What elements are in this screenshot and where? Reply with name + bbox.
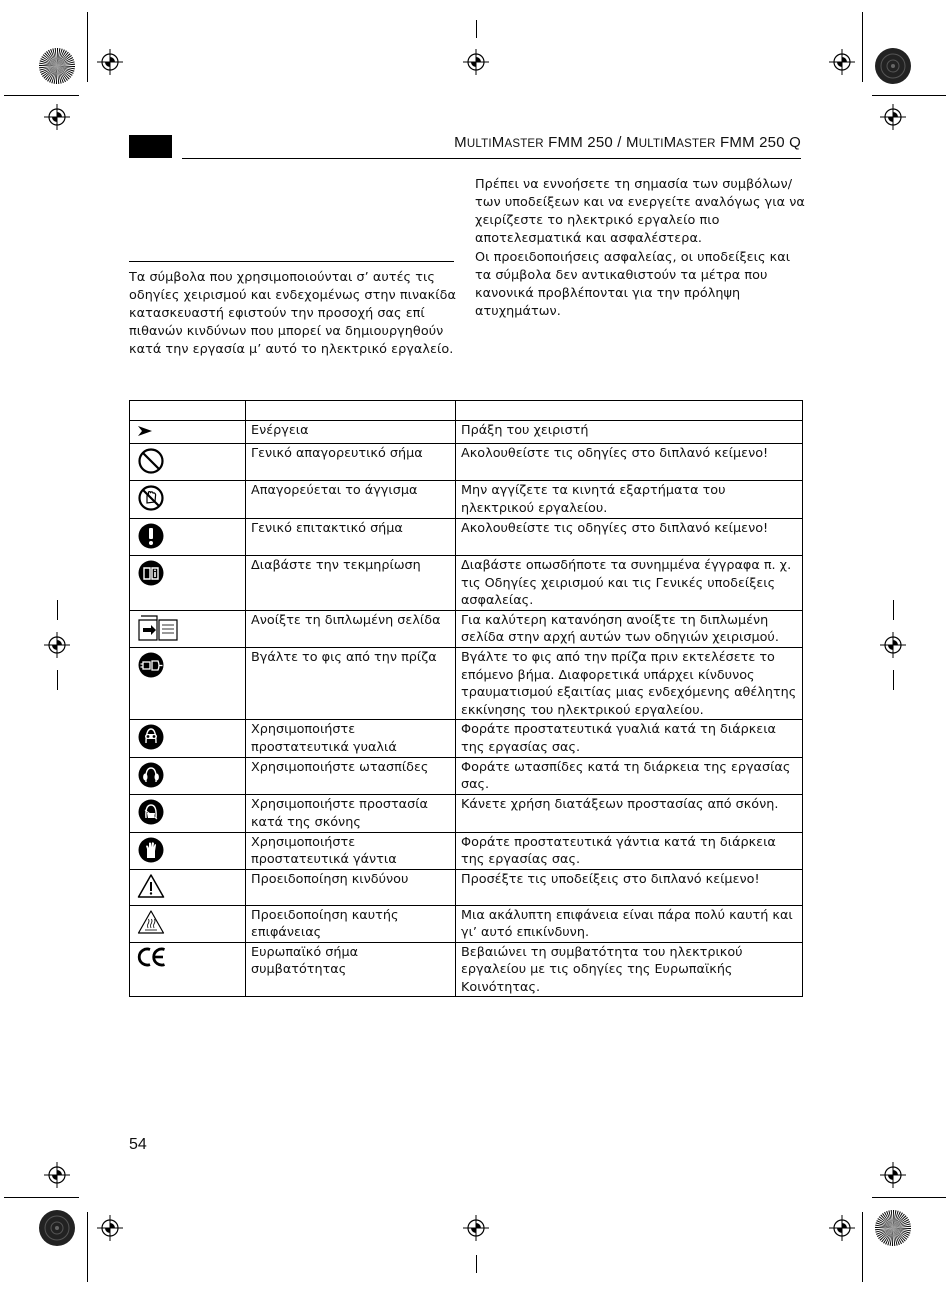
header-cell-name (246, 401, 456, 421)
color-target-mark-icon (874, 47, 912, 85)
intro-paragraph-left: Τα σύμβολα που χρησιμοποιούνται σ’ αυτές τις οδηγίες χειρισμού και ενδεχομένως στην πινακίδα κατασκευαστή εφιστούν την προσοχή σας επί πιθανών κινδύνων που μπορεί να δημιουργηθούν κατά την εργασία μ’ αυτό το ηλεκτρικό εργαλείο. (129, 270, 456, 357)
symbol-cell (130, 942, 246, 997)
trim-line (4, 95, 79, 96)
intro-paragraph-right-2: Οι προειδοποιήσεις ασφαλείας, οι υποδείξεις και τα σύμβολα δεν αντικαθιστούν τα μέτρα που κανονικά προβλέπονται για την πρόληψη ατυχημάτων. (475, 250, 791, 319)
page-number: 54 (129, 1136, 147, 1153)
read-manual-icon (137, 559, 165, 587)
header-cell-symbol (130, 401, 246, 421)
symbol-name: Γενικό απαγορευτικό σήμα (246, 443, 456, 481)
trim-line (893, 670, 894, 690)
symbol-description: Μια ακάλυπτη επιφάνεια είναι πάρα πολύ καυτή και γι’ αυτό επικίνδυνη. (456, 905, 803, 942)
symbol-description: Για καλύτερη κατανόηση ανοίξτε τη διπλωμένη σελίδα στην αρχή αυτών των οδηγιών χειρισμού. (456, 610, 803, 648)
symbols-table (129, 400, 803, 997)
registration-mark-icon (44, 104, 70, 130)
symbol-name: Βγάλτε το φις από την πρίζα (246, 648, 456, 720)
symbol-name: Ευρωπαϊκό σήμα συμβατότητας (246, 942, 456, 997)
running-title-part: ASTER (504, 138, 544, 150)
trim-line (57, 670, 58, 690)
running-title-part: M (491, 134, 505, 151)
symbol-name: Ανοίξτε τη διπλωμένη σελίδα (246, 610, 456, 648)
mandatory-sign-icon (137, 522, 165, 550)
symbol-description: Κάνετε χρήση διατάξεων προστασίας από σκόνη. (456, 795, 803, 833)
symbol-description: Πράξη του χειριστή (456, 421, 803, 444)
symbol-cell (130, 481, 246, 519)
registration-mark-icon (880, 104, 906, 130)
table-row (130, 832, 803, 870)
symbol-name: Χρησιμοποιήστε προστασία κατά της σκόνης (246, 795, 456, 833)
symbol-description: Προσέξτε τις υποδείξεις στο διπλανό κείμενο! (456, 870, 803, 906)
table-row (130, 942, 803, 997)
symbols-table-body (130, 421, 803, 997)
symbol-cell (130, 870, 246, 906)
running-title-part: M (454, 134, 467, 151)
intro-paragraph-right-1: Πρέπει να εννοήσετε τη σημασία των συμβόλων/των υποδείξεων και να ενεργείτε αναλόγως για να χειρίζεστε το ηλεκτρικό εργαλείο πιο αποτελεσματικά και ασφαλέστερα. (475, 177, 805, 246)
symbol-description: Ακολουθείστε τις οδηγίες στο διπλανό κείμενο! (456, 518, 803, 556)
running-title-part: ULTI (466, 138, 492, 150)
symbol-cell (130, 610, 246, 648)
trim-line (476, 20, 477, 38)
symbol-cell (130, 443, 246, 481)
safety-goggles-icon (137, 723, 165, 751)
prohibition-sign-icon (137, 447, 165, 475)
symbol-cell (130, 757, 246, 795)
running-title (454, 134, 801, 151)
symbol-cell (130, 795, 246, 833)
trim-line (872, 95, 946, 96)
symbol-description: Βεβαιώνει τη συμβατότητα του ηλεκτρικού εργαλείου με τις οδηγίες της Ευρωπαϊκής Κοινότητας. (456, 942, 803, 997)
ear-protection-icon (137, 761, 165, 789)
symbol-cell (130, 556, 246, 611)
unplug-icon (137, 651, 165, 679)
registration-mark-icon (829, 49, 855, 75)
symbol-description: Φοράτε προστατευτικά γυαλιά κατά τη διάρκεια της εργασίας σας. (456, 720, 803, 758)
gloves-icon (137, 836, 165, 864)
symbol-cell (130, 421, 246, 444)
warning-triangle-icon (137, 873, 165, 899)
section-rule (129, 261, 454, 262)
trim-line (872, 1197, 946, 1198)
table-row (130, 870, 803, 906)
symbol-name: Προειδοποίηση κινδύνου (246, 870, 456, 906)
symbol-cell (130, 832, 246, 870)
table-row (130, 518, 803, 556)
registration-mark-icon (97, 1215, 123, 1241)
table-header-row (130, 401, 803, 421)
trim-line (862, 1212, 863, 1282)
language-tab (129, 135, 172, 158)
table-row (130, 443, 803, 481)
table-row (130, 757, 803, 795)
trim-line (476, 1255, 477, 1273)
symbol-name: Χρησιμοποιήστε προστατευτικά γάντια (246, 832, 456, 870)
no-touch-icon (137, 484, 165, 512)
symbol-name: Ενέργεια (246, 421, 456, 444)
table-row (130, 481, 803, 519)
table-row (130, 905, 803, 942)
registration-mark-icon (44, 632, 70, 658)
dust-mask-icon (137, 798, 165, 826)
action-arrow-icon (137, 425, 153, 437)
trim-line (87, 1212, 88, 1282)
running-title-part: ASTER (676, 138, 716, 150)
table-row (130, 648, 803, 720)
symbol-name: Γενικό επιτακτικό σήμα (246, 518, 456, 556)
trim-line (862, 12, 863, 82)
symbol-description: Βγάλτε το φις από την πρίζα πριν εκτελέσετε το επόμενο βήμα. Διαφορετικά υπάρχει κίνδυνος τραυματισμού εξαιτίας μιας ενδεχόμενης αθέλητης εκκίνησης του ηλεκτρικού εργαλείου. (456, 648, 803, 720)
table-row (130, 720, 803, 758)
symbol-name: Χρησιμοποιήστε προστατευτικά γυαλιά (246, 720, 456, 758)
registration-mark-icon (44, 1162, 70, 1188)
symbol-description: Μην αγγίζετε τα κινητά εξαρτήματα του ηλεκτρικού εργαλείου. (456, 481, 803, 519)
running-title-part: ULTI (638, 138, 664, 150)
table-row (130, 556, 803, 611)
symbol-cell (130, 518, 246, 556)
starburst-mark-icon (38, 47, 76, 85)
trim-line (893, 600, 894, 620)
registration-mark-icon (829, 1215, 855, 1241)
symbol-description: Φοράτε ωτασπίδες κατά τη διάρκεια της εργασίας σας. (456, 757, 803, 795)
starburst-mark-icon (874, 1209, 912, 1247)
registration-mark-icon (880, 632, 906, 658)
symbol-cell (130, 720, 246, 758)
header-rule (182, 158, 801, 159)
symbol-cell (130, 905, 246, 942)
registration-mark-icon (463, 49, 489, 75)
table-row (130, 795, 803, 833)
ce-mark-icon (137, 946, 167, 968)
hot-surface-icon (137, 909, 165, 935)
header-cell-description (456, 401, 803, 421)
table-row (130, 610, 803, 648)
symbol-cell (130, 648, 246, 720)
foldout-page-icon (137, 614, 179, 642)
running-title-part: M (663, 134, 677, 151)
trim-line (57, 600, 58, 620)
symbol-description: Διαβάστε οπωσδήποτε τα συνημμένα έγγραφα π. χ. τις Οδηγίες χειρισμού και τις Γενικές υποδείξεις ασφαλείας. (456, 556, 803, 611)
table-row (130, 421, 803, 444)
symbol-name: Χρησιμοποιήστε ωτασπίδες (246, 757, 456, 795)
running-title-part: FMM 250 Q (715, 134, 801, 151)
symbol-name: Προειδοποίηση καυτής επιφάνειας (246, 905, 456, 942)
color-target-mark-icon (38, 1209, 76, 1247)
symbol-name: Απαγορεύεται το άγγισμα (246, 481, 456, 519)
symbol-name: Διαβάστε την τεκμηρίωση (246, 556, 456, 611)
trim-line (87, 12, 88, 82)
registration-mark-icon (97, 49, 123, 75)
registration-mark-icon (880, 1162, 906, 1188)
running-title-part: FMM 250 / M (543, 134, 639, 151)
registration-mark-icon (463, 1215, 489, 1241)
symbol-description: Φοράτε προστατευτικά γάντια κατά τη διάρκεια της εργασίας σας. (456, 832, 803, 870)
trim-line (4, 1197, 79, 1198)
symbol-description: Ακολουθείστε τις οδηγίες στο διπλανό κείμενο! (456, 443, 803, 481)
